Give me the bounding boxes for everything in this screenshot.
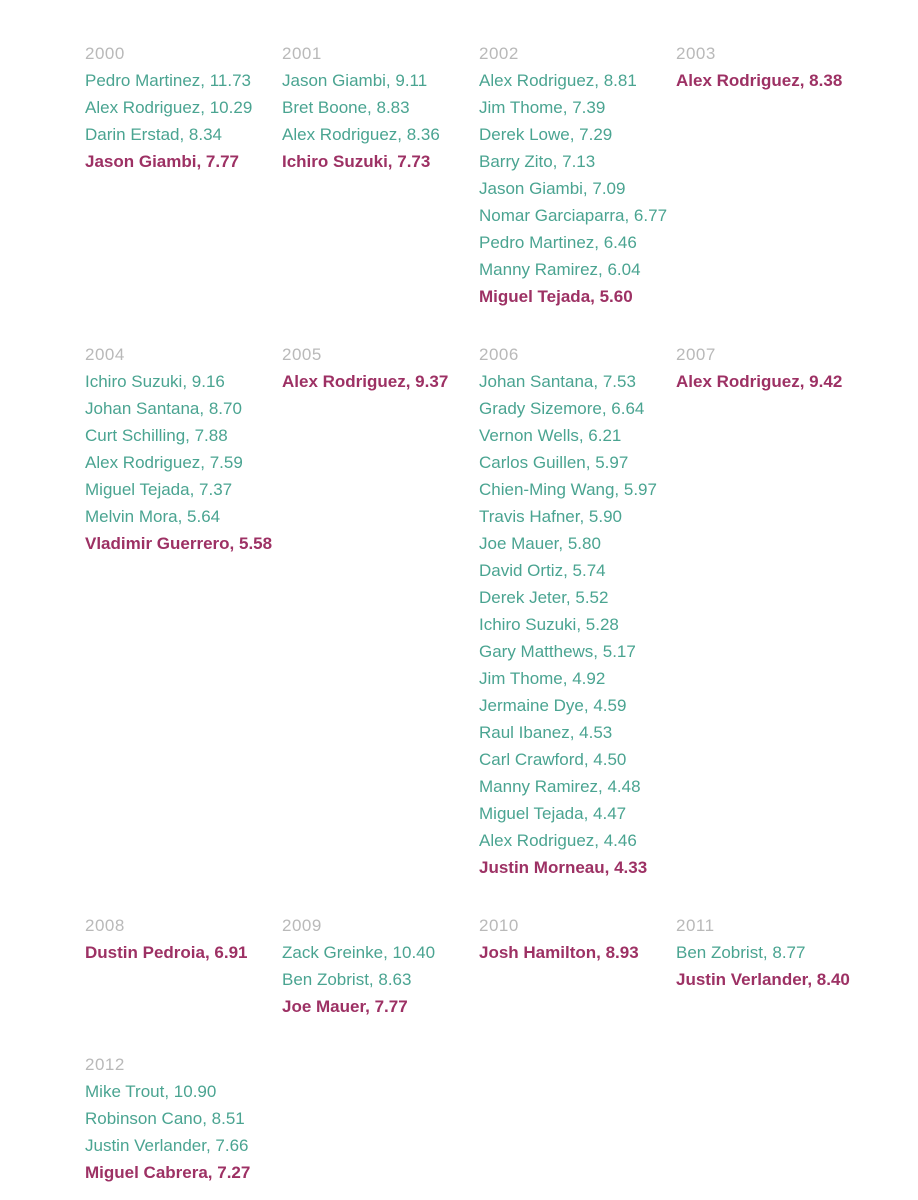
year-group xyxy=(479,912,676,966)
year-label: 2011 xyxy=(676,916,715,935)
year-label: 2000 xyxy=(85,44,125,63)
mvp-player-entry: Joe Mauer, 7.77 xyxy=(282,997,408,1016)
player-entry: Miguel Tejada, 7.37 xyxy=(85,480,233,499)
mvp-player-entry: Miguel Tejada, 5.60 xyxy=(479,287,633,306)
player-entry: Ichiro Suzuki, 9.16 xyxy=(85,372,225,391)
year-group xyxy=(676,912,873,993)
mvp-player-entry: Josh Hamilton, 8.93 xyxy=(479,943,639,962)
player-entry: Johan Santana, 7.53 xyxy=(479,372,636,391)
year-group xyxy=(85,912,282,966)
player-entry: David Ortiz, 5.74 xyxy=(479,561,606,580)
year-label: 2005 xyxy=(282,345,322,364)
year-label: 2007 xyxy=(676,345,716,364)
player-entry: Chien-Ming Wang, 5.97 xyxy=(479,480,657,499)
player-entry: Alex Rodriguez, 8.36 xyxy=(282,125,440,144)
year-group xyxy=(676,341,873,395)
player-entry: Raul Ibanez, 4.53 xyxy=(479,723,613,742)
player-entry: Jim Thome, 7.39 xyxy=(479,98,606,117)
mvp-player-entry: Justin Morneau, 4.33 xyxy=(479,858,648,877)
year-group xyxy=(479,40,676,310)
player-entry: Carl Crawford, 4.50 xyxy=(479,750,627,769)
year-label: 2006 xyxy=(479,345,519,364)
year-label: 2009 xyxy=(282,916,322,935)
mvp-player-entry: Ichiro Suzuki, 7.73 xyxy=(282,152,431,171)
player-entry: Derek Lowe, 7.29 xyxy=(479,125,613,144)
mvp-player-entry: Justin Verlander, 8.40 xyxy=(676,970,850,989)
player-entry: Alex Rodriguez, 10.29 xyxy=(85,98,253,117)
player-entry: Johan Santana, 8.70 xyxy=(85,399,242,418)
player-entry: Manny Ramirez, 4.48 xyxy=(479,777,641,796)
mvp-player-entry: Miguel Cabrera, 7.27 xyxy=(85,1163,251,1182)
player-entry: Grady Sizemore, 6.64 xyxy=(479,399,645,418)
year-group xyxy=(282,40,479,175)
player-entry: Gary Matthews, 5.17 xyxy=(479,642,636,661)
year-group xyxy=(282,341,479,395)
player-entry: Ichiro Suzuki, 5.28 xyxy=(479,615,619,634)
player-entry: Ben Zobrist, 8.63 xyxy=(282,970,412,989)
player-entry: Jim Thome, 4.92 xyxy=(479,669,606,688)
player-entry: Mike Trout, 10.90 xyxy=(85,1082,217,1101)
player-entry: Jermaine Dye, 4.59 xyxy=(479,696,627,715)
year-row xyxy=(85,40,918,310)
player-entry: Justin Verlander, 7.66 xyxy=(85,1136,249,1155)
mvp-player-entry: Alex Rodriguez, 9.42 xyxy=(676,372,843,391)
player-entry: Derek Jeter, 5.52 xyxy=(479,588,609,607)
year-label: 2004 xyxy=(85,345,125,364)
player-entry: Pedro Martinez, 11.73 xyxy=(85,71,251,90)
player-entry: Alex Rodriguez, 7.59 xyxy=(85,453,243,472)
player-entry: Joe Mauer, 5.80 xyxy=(479,534,601,553)
player-entry: Carlos Guillen, 5.97 xyxy=(479,453,629,472)
mvp-player-entry: Alex Rodriguez, 9.37 xyxy=(282,372,449,391)
year-label: 2002 xyxy=(479,44,519,63)
player-entry: Ben Zobrist, 8.77 xyxy=(676,943,806,962)
year-group xyxy=(85,40,282,175)
player-entry: Curt Schilling, 7.88 xyxy=(85,426,228,445)
mvp-player-entry: Alex Rodriguez, 8.38 xyxy=(676,71,843,90)
player-entry: Bret Boone, 8.83 xyxy=(282,98,410,117)
year-label: 2003 xyxy=(676,44,716,63)
year-label: 2001 xyxy=(282,44,322,63)
player-entry: Robinson Cano, 8.51 xyxy=(85,1109,245,1128)
mvp-player-entry: Jason Giambi, 7.77 xyxy=(85,152,240,171)
player-entry: Travis Hafner, 5.90 xyxy=(479,507,622,526)
player-entry: Manny Ramirez, 6.04 xyxy=(479,260,641,279)
player-entry: Miguel Tejada, 4.47 xyxy=(479,804,627,823)
player-entry: Alex Rodriguez, 4.46 xyxy=(479,831,637,850)
player-entry: Barry Zito, 7.13 xyxy=(479,152,596,171)
year-label: 2010 xyxy=(479,916,519,935)
player-entry: Alex Rodriguez, 8.81 xyxy=(479,71,637,90)
year-group xyxy=(676,40,873,94)
year-group xyxy=(479,341,676,881)
player-entry: Jason Giambi, 7.09 xyxy=(479,179,626,198)
mvp-player-entry: Vladimir Guerrero, 5.58 xyxy=(85,534,273,553)
player-entry: Zack Greinke, 10.40 xyxy=(282,943,436,962)
player-entry: Darin Erstad, 8.34 xyxy=(85,125,223,144)
year-group xyxy=(85,1051,282,1186)
player-entry: Melvin Mora, 5.64 xyxy=(85,507,221,526)
mvp-player-entry: Dustin Pedroia, 6.91 xyxy=(85,943,248,962)
player-entry: Jason Giambi, 9.11 xyxy=(282,71,428,90)
year-label: 2008 xyxy=(85,916,125,935)
year-row xyxy=(85,912,918,1020)
year-row xyxy=(85,1051,918,1186)
year-row xyxy=(85,341,918,881)
player-entry: Nomar Garciaparra, 6.77 xyxy=(479,206,668,225)
player-entry: Pedro Martinez, 6.46 xyxy=(479,233,637,252)
year-group xyxy=(282,912,479,1020)
year-group xyxy=(85,341,282,557)
year-label: 2012 xyxy=(85,1055,125,1074)
player-entry: Vernon Wells, 6.21 xyxy=(479,426,622,445)
